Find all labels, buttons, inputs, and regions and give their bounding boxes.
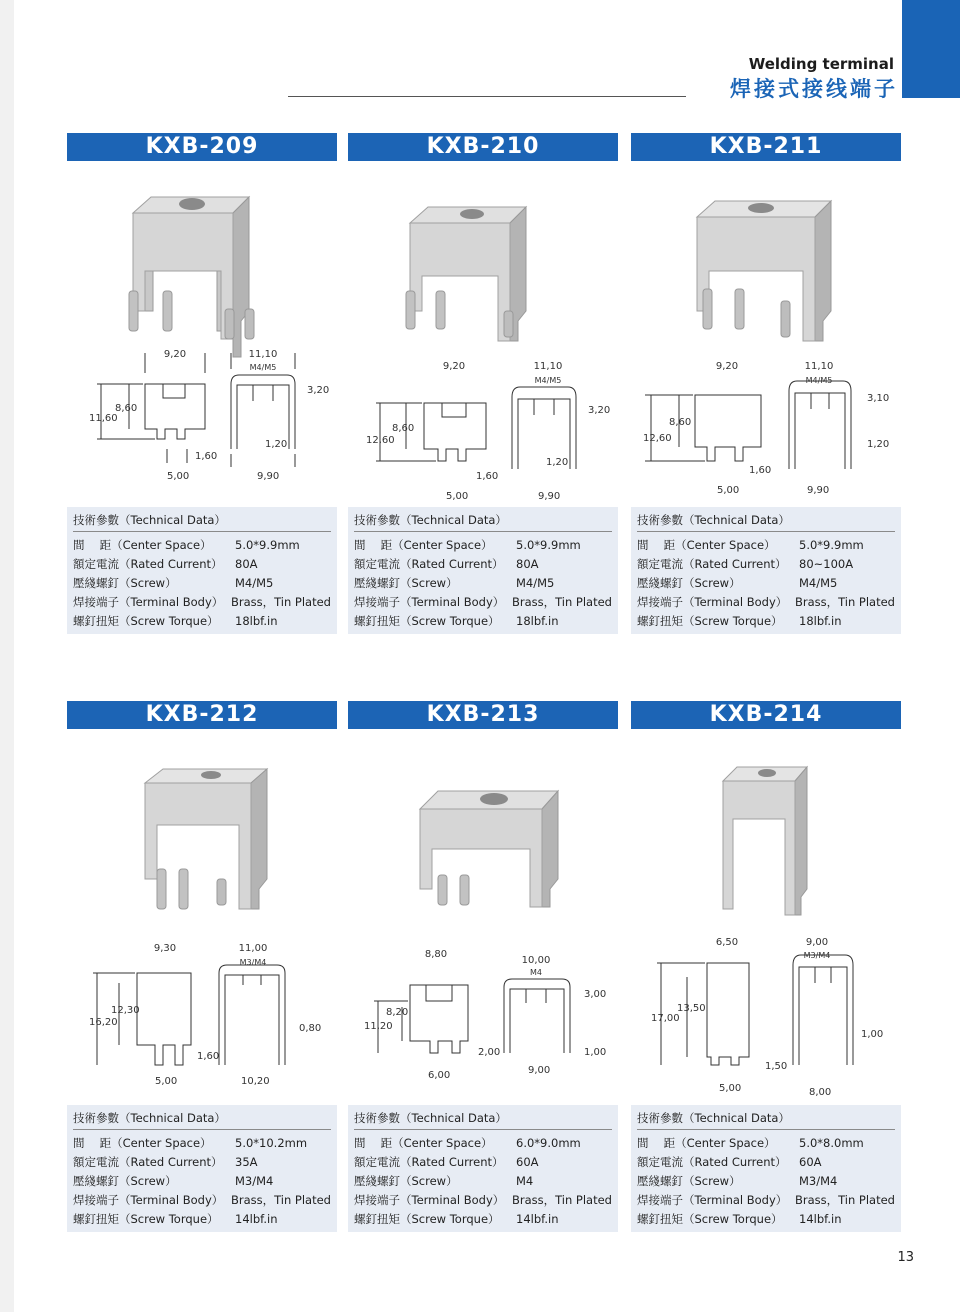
dim-label: 6,00 <box>428 1070 451 1081</box>
spec-row-screw: 壓綫螺釘（Screw） M4/M5 <box>354 575 555 590</box>
dim-label: 5,00 <box>719 1083 742 1094</box>
dim-label: 1,20 <box>546 457 569 468</box>
product-panel-kxb-210 <box>348 133 618 634</box>
dim-label: 1,60 <box>197 1051 220 1062</box>
spec-row-screw: 壓綫螺釘（Screw） M3/M4 <box>73 1173 274 1188</box>
dim-label: 17,00 <box>651 1013 680 1024</box>
dim-label: 1,60 <box>476 471 499 482</box>
corner-accent-block <box>902 0 960 98</box>
spec-row-terminal-body: 焊接端子（Terminal Body） Brass，Tin Plated <box>354 594 612 609</box>
product-title: KXB-214 <box>631 701 901 729</box>
dim-label: 5,00 <box>167 471 190 482</box>
page-number: 13 <box>897 1250 914 1265</box>
dimension-drawing <box>348 907 618 1081</box>
dim-label: 12,60 <box>643 433 672 444</box>
dim-label: 12,30 <box>111 1005 140 1016</box>
tech-data-table <box>631 1105 901 1232</box>
dim-label: 11,60 <box>89 413 118 424</box>
product-title: KXB-213 <box>348 701 618 729</box>
spec-row-rated-current: 額定電流（Rated Current） 60A <box>354 1154 539 1169</box>
spec-row-center-space: 間 距（Center Space） 5.0*8.0mm <box>637 1135 864 1150</box>
dim-label: 8,60 <box>669 417 692 428</box>
dim-label: 6,50 <box>715 937 739 948</box>
spec-row-center-space: 間 距（Center Space） 6.0*9.0mm <box>354 1135 581 1150</box>
spec-row-terminal-body: 焊接端子（Terminal Body） Brass，Tin Plated <box>354 1192 612 1207</box>
spec-row-screw: 壓綫螺釘（Screw） M3/M4 <box>637 1173 838 1188</box>
header-rule <box>288 96 686 97</box>
spec-row-terminal-body: 焊接端子（Terminal Body） Brass，Tin Plated <box>73 594 331 609</box>
dim-label: 9,20 <box>715 361 739 372</box>
dim-label: 11,10 <box>248 349 278 360</box>
dim-label: 1,20 <box>867 439 890 450</box>
dim-label: M4/M5 <box>805 376 833 385</box>
spec-row-screw-torque: 螺釘扭矩（Screw Torque） 14lbf.in <box>354 1211 559 1226</box>
product-photo <box>631 729 901 907</box>
dim-label: 1,60 <box>195 451 218 462</box>
dim-label: 9,90 <box>257 471 280 482</box>
dim-label: 11,20 <box>364 1021 393 1032</box>
product-photo <box>348 161 618 339</box>
spec-row-terminal-body: 焊接端子（Terminal Body） Brass，Tin Plated <box>637 1192 895 1207</box>
dim-label: 11,10 <box>804 361 834 372</box>
tech-data-table <box>348 507 618 634</box>
spec-row-screw-torque: 螺釘扭矩（Screw Torque） 18lbf.in <box>637 613 842 628</box>
dim-label: 13,50 <box>677 1003 706 1014</box>
dim-label: 1,50 <box>765 1061 788 1072</box>
dim-label: 10,00 <box>521 955 551 966</box>
dim-label: M3/M4 <box>803 951 831 960</box>
spec-row-screw: 壓綫螺釘（Screw） M4/M5 <box>73 575 274 590</box>
dim-label: 1,00 <box>584 1047 607 1058</box>
product-title: KXB-209 <box>67 133 337 161</box>
spec-row-terminal-body: 焊接端子（Terminal Body） Brass，Tin Plated <box>637 594 895 609</box>
side-stripe <box>0 0 14 1312</box>
dim-label: M4/M5 <box>249 363 277 372</box>
dim-label: 1,00 <box>861 1029 884 1040</box>
product-title: KXB-211 <box>631 133 901 161</box>
dim-label: M3/M4 <box>239 958 267 967</box>
dimension-drawing <box>67 339 337 507</box>
dim-label: 1,60 <box>749 465 772 476</box>
header-title-en: Welding terminal <box>748 55 894 73</box>
dim-label: 9,20 <box>442 361 466 372</box>
spec-row-rated-current: 額定電流（Rated Current） 60A <box>637 1154 822 1169</box>
dim-label: 9,90 <box>538 491 561 502</box>
product-panel-kxb-211 <box>631 133 901 634</box>
dim-label: 1,20 <box>265 439 288 450</box>
dim-label: 3,20 <box>588 405 611 416</box>
product-panel-kxb-214 <box>631 701 901 1232</box>
dimension-drawing <box>67 907 337 1087</box>
tech-data-table <box>348 1105 618 1232</box>
dim-label: 9,00 <box>528 1065 551 1076</box>
dim-label: 11,00 <box>238 943 268 954</box>
product-panel-kxb-212 <box>67 701 337 1232</box>
dim-label: 10,20 <box>241 1076 270 1087</box>
product-title: KXB-212 <box>67 701 337 729</box>
spec-row-screw-torque: 螺釘扭矩（Screw Torque） 14lbf.in <box>73 1211 278 1226</box>
dim-label: 8,20 <box>386 1007 409 1018</box>
tech-data-heading: 技術參數（Technical Data） <box>73 1110 331 1130</box>
tech-data-table <box>631 507 901 634</box>
dim-label: M4/M5 <box>534 376 562 385</box>
product-photo <box>67 161 337 339</box>
tech-data-heading: 技術參數（Technical Data） <box>637 1110 895 1130</box>
dim-label: M4 <box>530 968 542 977</box>
dim-label: 8,80 <box>424 949 448 960</box>
spec-row-center-space: 間 距（Center Space） 5.0*10.2mm <box>73 1135 308 1150</box>
dim-label: 8,60 <box>392 423 415 434</box>
spec-row-screw-torque: 螺釘扭矩（Screw Torque） 18lbf.in <box>354 613 559 628</box>
tech-data-heading: 技術參數（Technical Data） <box>637 512 895 532</box>
spec-row-rated-current: 額定電流（Rated Current） 80A <box>354 556 539 571</box>
tech-data-table <box>67 1105 337 1232</box>
dim-label: 9,20 <box>163 349 187 360</box>
dim-label: 2,00 <box>478 1047 501 1058</box>
dim-label: 16,20 <box>89 1017 118 1028</box>
tech-data-heading: 技術參數（Technical Data） <box>354 1110 612 1130</box>
product-title: KXB-210 <box>348 133 618 161</box>
product-photo <box>631 161 901 339</box>
spec-row-center-space: 間 距（Center Space） 5.0*9.9mm <box>637 537 864 552</box>
dim-label: 5,00 <box>155 1076 178 1087</box>
dim-label: 5,00 <box>446 491 469 502</box>
dim-label: 5,00 <box>717 485 740 496</box>
spec-row-rated-current: 額定電流（Rated Current） 80~100A <box>637 556 854 571</box>
product-photo <box>348 729 618 907</box>
spec-row-screw: 壓綫螺釘（Screw） M4/M5 <box>637 575 838 590</box>
dim-label: 0,80 <box>299 1023 322 1034</box>
product-panel-kxb-213 <box>348 701 618 1232</box>
dim-label: 9,30 <box>153 943 177 954</box>
header-title-cn: 焊接式接线端子 <box>730 77 898 101</box>
dimension-drawing <box>348 339 618 507</box>
tech-data-heading: 技術參數（Technical Data） <box>354 512 612 532</box>
spec-row-screw: 壓綫螺釘（Screw） M4 <box>354 1173 534 1188</box>
dim-label: 3,20 <box>307 385 330 396</box>
spec-row-rated-current: 額定電流（Rated Current） 35A <box>73 1154 258 1169</box>
spec-row-rated-current: 額定電流（Rated Current） 80A <box>73 556 258 571</box>
dimension-drawing <box>631 339 901 507</box>
dim-label: 9,90 <box>807 485 830 496</box>
spec-row-screw-torque: 螺釘扭矩（Screw Torque） 14lbf.in <box>637 1211 842 1226</box>
dim-label: 3,00 <box>584 989 607 1000</box>
spec-row-center-space: 間 距（Center Space） 5.0*9.9mm <box>73 537 300 552</box>
dim-label: 8,60 <box>115 403 138 414</box>
spec-row-screw-torque: 螺釘扭矩（Screw Torque） 18lbf.in <box>73 613 278 628</box>
dimension-drawing <box>631 907 901 1098</box>
tech-data-table <box>67 507 337 634</box>
product-photo <box>67 729 337 907</box>
dim-label: 3,10 <box>867 393 890 404</box>
tech-data-heading: 技術參數（Technical Data） <box>73 512 331 532</box>
product-panel-kxb-209 <box>67 133 337 634</box>
dim-label: 9,00 <box>805 937 829 948</box>
dim-label: 12,60 <box>366 435 395 446</box>
spec-row-center-space: 間 距（Center Space） 5.0*9.9mm <box>354 537 581 552</box>
dim-label: 8,00 <box>809 1087 832 1098</box>
dim-label: 11,10 <box>533 361 563 372</box>
spec-row-terminal-body: 焊接端子（Terminal Body） Brass，Tin Plated <box>73 1192 331 1207</box>
